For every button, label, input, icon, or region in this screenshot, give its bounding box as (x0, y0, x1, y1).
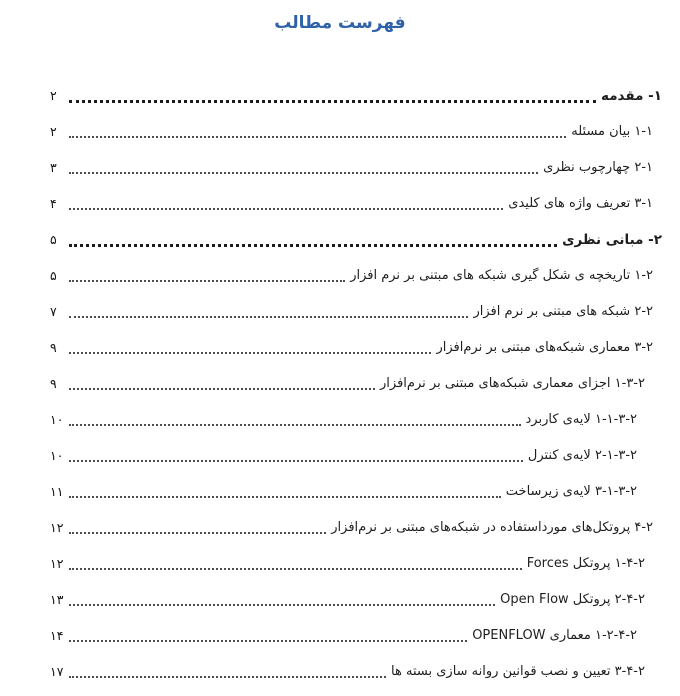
toc-entry[interactable] (50, 156, 662, 192)
toc-entry[interactable] (50, 516, 662, 552)
toc-entry[interactable] (50, 300, 662, 336)
entry-number: ۴-۲ (634, 520, 653, 535)
toc-entry[interactable] (50, 624, 662, 660)
entry-title: تعریف واژه های کلیدی (508, 196, 631, 211)
entry-page-number: ۹ (50, 340, 57, 355)
dotted-leader (69, 483, 501, 498)
entry-title: پروتکل Open Flow (500, 592, 611, 607)
toc-entry[interactable] (50, 408, 662, 444)
entry-text (331, 519, 653, 537)
entry-page-number: ۱۱ (50, 484, 64, 499)
entry-title: لایه‌ی کاربرد (525, 412, 591, 427)
dotted-leader (69, 627, 467, 642)
entry-text (350, 267, 653, 285)
entry-number: ۱-۴-۲ (614, 556, 645, 571)
toc-entry[interactable] (50, 120, 662, 156)
entry-title: معماری شبکه‌های مبتنی بر نرم‌افزار (436, 340, 631, 355)
entry-title: چهارچوب نظری (543, 160, 631, 175)
dotted-leader (69, 519, 326, 534)
entry-title: پروتکل Forces (526, 556, 611, 571)
entry-title: اجزای معماری شبکه‌های مبتنی بر نرم‌افزار (380, 376, 611, 391)
entry-title: شبکه های مبتنی بر نرم افزار (473, 304, 631, 319)
toc-entry[interactable] (50, 480, 662, 516)
toc-entry[interactable] (50, 588, 662, 624)
toc-entry[interactable] (50, 192, 662, 228)
entry-number: ۱-۲ (634, 268, 653, 283)
entry-text (436, 339, 653, 357)
entry-title: مبانی نظری (562, 232, 644, 248)
toc-list (50, 84, 662, 696)
entry-text (506, 483, 637, 501)
entry-number: ۱-۳-۲ (614, 376, 645, 391)
entry-number: ۲-۱-۳-۲ (594, 448, 637, 463)
entry-number: ۲-۴-۲ (614, 592, 645, 607)
dotted-leader (69, 123, 566, 138)
dotted-leader (69, 159, 538, 174)
dotted-leader (69, 591, 495, 606)
dotted-leader (69, 87, 596, 103)
entry-title: معماری OPENFLOW (472, 628, 591, 643)
entry-number: ۲-۱ (634, 160, 653, 175)
entry-page-number: ۱۰ (50, 412, 64, 427)
entry-text (571, 123, 653, 141)
toc-entry[interactable] (50, 228, 662, 264)
dotted-leader (69, 195, 503, 210)
entry-number: ۳-۱ (634, 196, 653, 211)
entry-text (380, 375, 645, 393)
toc-title: فهرست مطالب (274, 13, 406, 33)
entry-page-number: ۱۲ (50, 556, 64, 571)
toc-entry[interactable] (50, 372, 662, 408)
entry-number: ۱-۱-۳-۲ (594, 412, 637, 427)
entry-title: مقدمه (601, 88, 644, 104)
entry-page-number: ۴ (50, 196, 57, 211)
dotted-leader (69, 663, 386, 678)
dotted-leader (69, 303, 468, 318)
entry-number: ۱-۱ (634, 124, 653, 139)
entry-title: پروتکل‌های مورداستفاده در شبکه‌های مبتنی بر نرم‌افزار (331, 520, 631, 535)
entry-text (528, 447, 637, 465)
entry-title: بیان مسئله (571, 124, 631, 139)
entry-text (472, 627, 637, 645)
entry-page-number: ۱۰ (50, 448, 64, 463)
toc-entry[interactable] (50, 660, 662, 696)
entry-number: ۱- (648, 88, 662, 104)
entry-page-number: ۹ (50, 376, 57, 391)
entry-number: ۳-۴-۲ (614, 664, 645, 679)
entry-title: تعیین و نصب قوانین روانه سازی بسته ها (391, 664, 611, 679)
entry-text (500, 591, 645, 609)
entry-page-number: ۳ (50, 160, 57, 175)
entry-page-number: ۱۲ (50, 520, 64, 535)
dotted-leader (69, 375, 375, 390)
entry-page-number: ۷ (50, 304, 57, 319)
entry-text (562, 231, 662, 249)
toc-entry[interactable] (50, 336, 662, 372)
entry-title: لایه‌ی کنترل (527, 448, 591, 463)
toc-entry[interactable] (50, 264, 662, 300)
entry-number: ۳-۲ (634, 340, 653, 355)
entry-title: لایه‌ی زیرساخت (505, 484, 591, 499)
dotted-leader (69, 231, 557, 247)
dotted-leader (69, 411, 521, 426)
dotted-leader (69, 447, 523, 462)
entry-text (527, 555, 645, 573)
entry-number: ۱-۲-۴-۲ (594, 628, 637, 643)
entry-page-number: ۱۷ (50, 664, 64, 679)
entry-page-number: ۱۳ (50, 592, 64, 607)
entry-page-number: ۵ (50, 232, 57, 247)
entry-page-number: ۵ (50, 268, 57, 283)
entry-number: ۲- (648, 232, 662, 248)
toc-entry[interactable] (50, 444, 662, 480)
entry-text (601, 87, 662, 105)
dotted-leader (69, 555, 522, 570)
toc-entry[interactable] (50, 552, 662, 588)
entry-text (473, 303, 653, 321)
entry-page-number: ۲ (50, 124, 57, 139)
dotted-leader (69, 267, 345, 282)
entry-title: تاریخچه ی شکل گیری شبکه های مبتنی بر نرم افزار (350, 268, 631, 283)
entry-text (391, 663, 645, 681)
toc-entry[interactable] (50, 84, 662, 120)
dotted-leader (69, 339, 431, 354)
entry-number: ۳-۱-۳-۲ (594, 484, 637, 499)
entry-text (543, 159, 653, 177)
entry-page-number: ۱۴ (50, 628, 64, 643)
entry-text (508, 195, 653, 213)
entry-number: ۲-۲ (634, 304, 653, 319)
entry-page-number: ۲ (50, 88, 57, 103)
entry-text (526, 411, 637, 429)
